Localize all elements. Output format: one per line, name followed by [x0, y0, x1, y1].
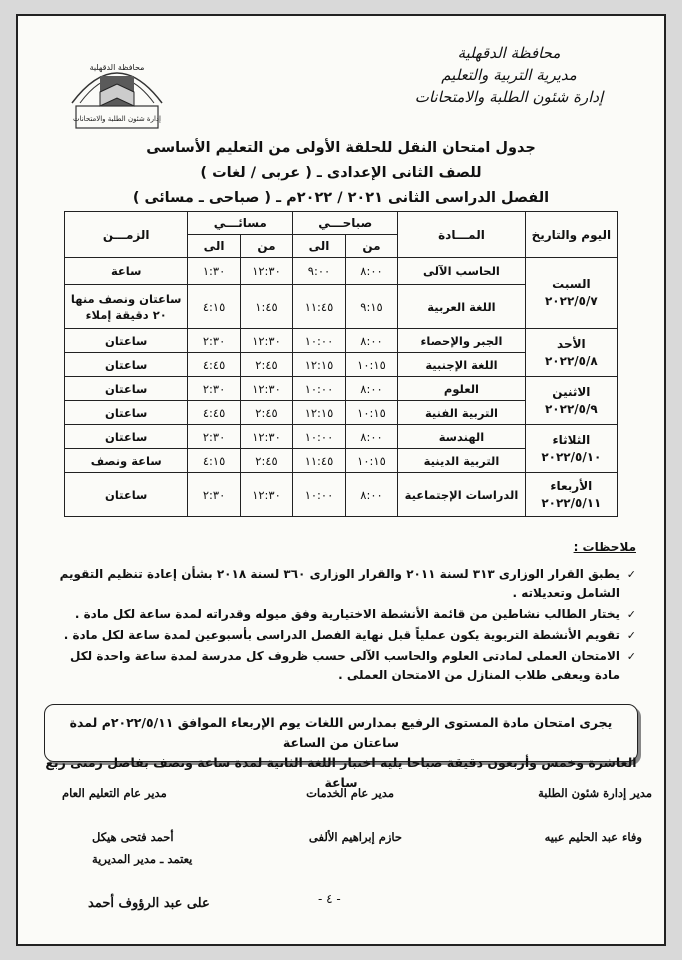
header-duration: الزمـــن: [65, 212, 188, 258]
header-evening-from: من: [240, 235, 293, 258]
boxed-note-line-1: يجرى امتحان مادة المستوى الرفيع بمدارس اللغات يوم الإربعاء الموافق ٢٠٢٢/٥/١١م لمدة ساعتان من الساعة: [69, 715, 613, 750]
note-text: تقويم الأنشطة التربوية يكون عملياً قبل نهاية الفصل الدراسى بأسبوعين لمدة ساعة لكل مادة .: [63, 628, 620, 642]
morning-to-cell: ١١:٤٥: [293, 449, 345, 473]
morning-from-cell: ١٠:١٥: [345, 449, 397, 473]
day-name: الأحد: [557, 336, 586, 351]
duration-cell: ساعتان: [65, 329, 188, 353]
duration-cell: ساعتان: [65, 377, 188, 401]
signature-general-education-name: أحمد فتحى هيكل: [92, 830, 174, 844]
morning-from-cell: ٨:٠٠: [345, 473, 397, 517]
morning-to-cell: ١٢:١٥: [293, 401, 345, 425]
evening-from-cell: ٢:٤٥: [240, 449, 293, 473]
logo-top-text: محافظة الدقهلية: [89, 63, 145, 72]
subject-cell: الحاسب الآلى: [398, 258, 525, 285]
note-item: [46, 647, 636, 685]
checkmark-icon: ✓: [626, 629, 636, 642]
evening-from-cell: ١:٤٥: [240, 285, 293, 329]
evening-from-cell: ١٢:٣٠: [240, 258, 293, 285]
approval-line: يعتمد ـ مدير المديرية: [92, 852, 193, 866]
subject-cell: العلوم: [398, 377, 525, 401]
signature-general-education-title: مدير عام التعليم العام: [62, 786, 167, 800]
governorate-line: محافظة الدقهلية: [457, 44, 561, 62]
department-line: إدارة شئون الطلبة والامتحانات: [414, 88, 604, 106]
morning-from-cell: ١٠:١٥: [345, 353, 397, 377]
notes-title: ملاحظات :: [573, 540, 636, 554]
evening-to-cell: ٤:١٥: [188, 449, 240, 473]
morning-from-cell: ٨:٠٠: [345, 377, 397, 401]
morning-to-cell: ١٠:٠٠: [293, 473, 345, 517]
subject-cell: الجبر والإحصاء: [398, 329, 525, 353]
day-name: الأربعاء: [550, 478, 593, 493]
directorate-line: مديرية التربية والتعليم: [441, 66, 577, 84]
duration-cell: ساعة: [65, 258, 188, 285]
morning-from-cell: ٨:٠٠: [345, 329, 397, 353]
department-logo: [62, 48, 172, 138]
note-text: يختار الطالب نشاطين من قائمة الأنشطة الاختيارية وفق ميوله وقدراته لمدة ساعة لكل مادة .: [74, 607, 620, 621]
day-date: ٢٠٢٢/٥/١١: [541, 495, 602, 510]
evening-to-cell: ٤:٤٥: [188, 401, 240, 425]
logo-bottom-text: إدارة شئون الطلبة والامتحانات: [73, 115, 161, 123]
morning-to-cell: ١٠:٠٠: [293, 425, 345, 449]
signature-student-affairs-title: مدير إدارة شئون الطلبة: [538, 786, 652, 800]
header-evening-to: الى: [188, 235, 240, 258]
title-line-3: الفصل الدراسى الثانى ٢٠٢١ / ٢٠٢٢م ـ ( صباحى ـ مسائى ): [132, 190, 550, 206]
evening-from-cell: ٢:٤٥: [240, 401, 293, 425]
notes-list: [46, 565, 636, 685]
evening-from-cell: ١٢:٣٠: [240, 377, 293, 401]
morning-from-cell: ٨:٠٠: [345, 258, 397, 285]
exam-schedule-table: [64, 211, 618, 517]
day-date: ٢٠٢٢/٥/١٠: [541, 449, 602, 464]
header-subject: المـــادة: [398, 212, 525, 258]
day-cell: [525, 329, 617, 377]
document-title: [18, 136, 664, 211]
header-evening: مسائـــي: [188, 212, 293, 235]
director-name: على عبد الرؤوف أحمد: [88, 896, 210, 911]
evening-from-cell: ٢:٤٥: [240, 353, 293, 377]
letterhead-text: [384, 42, 634, 108]
day-name: الثلاثاء: [552, 432, 591, 447]
subject-cell: التربية الفنية: [398, 401, 525, 425]
morning-to-cell: ١٠:٠٠: [293, 329, 345, 353]
morning-to-cell: ٩:٠٠: [293, 258, 345, 285]
day-date: ٢٠٢٢/٥/٧: [544, 294, 598, 308]
document-page: [16, 14, 666, 946]
evening-to-cell: ٤:١٥: [188, 285, 240, 329]
title-line-1: جدول امتحان النقل للحلقة الأولى من التعليم الأساسى: [146, 140, 536, 156]
evening-from-cell: ١٢:٣٠: [240, 473, 293, 517]
subject-cell: اللغة الإجنبية: [398, 353, 525, 377]
evening-to-cell: ١:٣٠: [188, 258, 240, 285]
day-cell: [525, 377, 617, 425]
page-number: - ٤ -: [318, 892, 341, 906]
checkmark-icon: ✓: [626, 568, 636, 581]
signature-student-affairs-name: وفاء عبد الحليم عبيه: [544, 830, 642, 844]
day-cell: [525, 473, 617, 517]
day-name: الاثنين: [552, 384, 591, 399]
evening-from-cell: ١٢:٣٠: [240, 425, 293, 449]
duration-cell: ساعتان: [65, 473, 188, 517]
signature-services-title: مدير عام الخدمات: [306, 786, 394, 800]
header-morning-to: الى: [293, 235, 345, 258]
advanced-level-note-box: [44, 704, 638, 790]
evening-to-cell: ٢:٣٠: [188, 473, 240, 517]
duration-cell: ساعتان: [65, 401, 188, 425]
note-text: الامتحان العملى لمادتى العلوم والحاسب الآلى حسب ظروف كل مدرسة لمدة ساعة واحدة لكل مادة ويعفى طلاب المنازل من الامتحان العملى .: [69, 649, 620, 682]
morning-from-cell: ٩:١٥: [345, 285, 397, 329]
note-item: [46, 565, 636, 603]
header-morning-from: من: [345, 235, 397, 258]
evening-from-cell: ١٢:٣٠: [240, 329, 293, 353]
header-morning: صباحـــي: [293, 212, 398, 235]
day-name: السبت: [552, 277, 591, 291]
title-line-2: للصف الثانى الإعدادى ـ ( عربى / لغات ): [200, 165, 482, 181]
day-cell: [525, 425, 617, 473]
signature-services-name: حازم إبراهيم الألفى: [308, 830, 402, 844]
boxed-note-line-2: العاشرة وخمس وأربعون دقيقة صباحا يليه اختبار اللغة الثانية لمدة ساعة ونصف بفاصل زمنى ربع ساعة: [45, 755, 637, 790]
evening-to-cell: ٢:٣٠: [188, 377, 240, 401]
duration-cell: ساعتان: [65, 353, 188, 377]
notes-section: [46, 538, 636, 687]
morning-to-cell: ١١:٤٥: [293, 285, 345, 329]
morning-from-cell: ١٠:١٥: [345, 401, 397, 425]
morning-to-cell: ١٠:٠٠: [293, 377, 345, 401]
header-day: اليوم والتاريخ: [525, 212, 617, 258]
subject-cell: اللغة العربية: [398, 285, 525, 329]
duration-cell: ساعتان ونصف منها ٢٠ دقيقة إملاء: [65, 285, 188, 329]
note-item: [46, 605, 636, 624]
evening-to-cell: ٤:٤٥: [188, 353, 240, 377]
subject-cell: الهندسة: [398, 425, 525, 449]
letterhead: [18, 28, 664, 136]
day-date: ٢٠٢٢/٥/٨: [544, 353, 598, 368]
morning-from-cell: ٨:٠٠: [345, 425, 397, 449]
day-date: ٢٠٢٢/٥/٩: [544, 401, 598, 416]
evening-to-cell: ٢:٣٠: [188, 425, 240, 449]
day-cell: [525, 258, 617, 329]
morning-to-cell: ١٢:١٥: [293, 353, 345, 377]
checkmark-icon: ✓: [626, 650, 636, 663]
note-item: [46, 626, 636, 645]
duration-cell: ساعة ونصف: [65, 449, 188, 473]
subject-cell: التربية الدينية: [398, 449, 525, 473]
duration-cell: ساعتان: [65, 425, 188, 449]
checkmark-icon: ✓: [626, 608, 636, 621]
evening-to-cell: ٢:٣٠: [188, 329, 240, 353]
note-text: يطبق القرار الوزارى ٣١٣ لسنة ٢٠١١ والقرار الوزارى ٣٦٠ لسنة ٢٠١٨ بشأن إعادة تنظيم التقويم الشامل وتعديلاته .: [59, 567, 620, 600]
subject-cell: الدراسات الإجتماعية: [398, 473, 525, 517]
